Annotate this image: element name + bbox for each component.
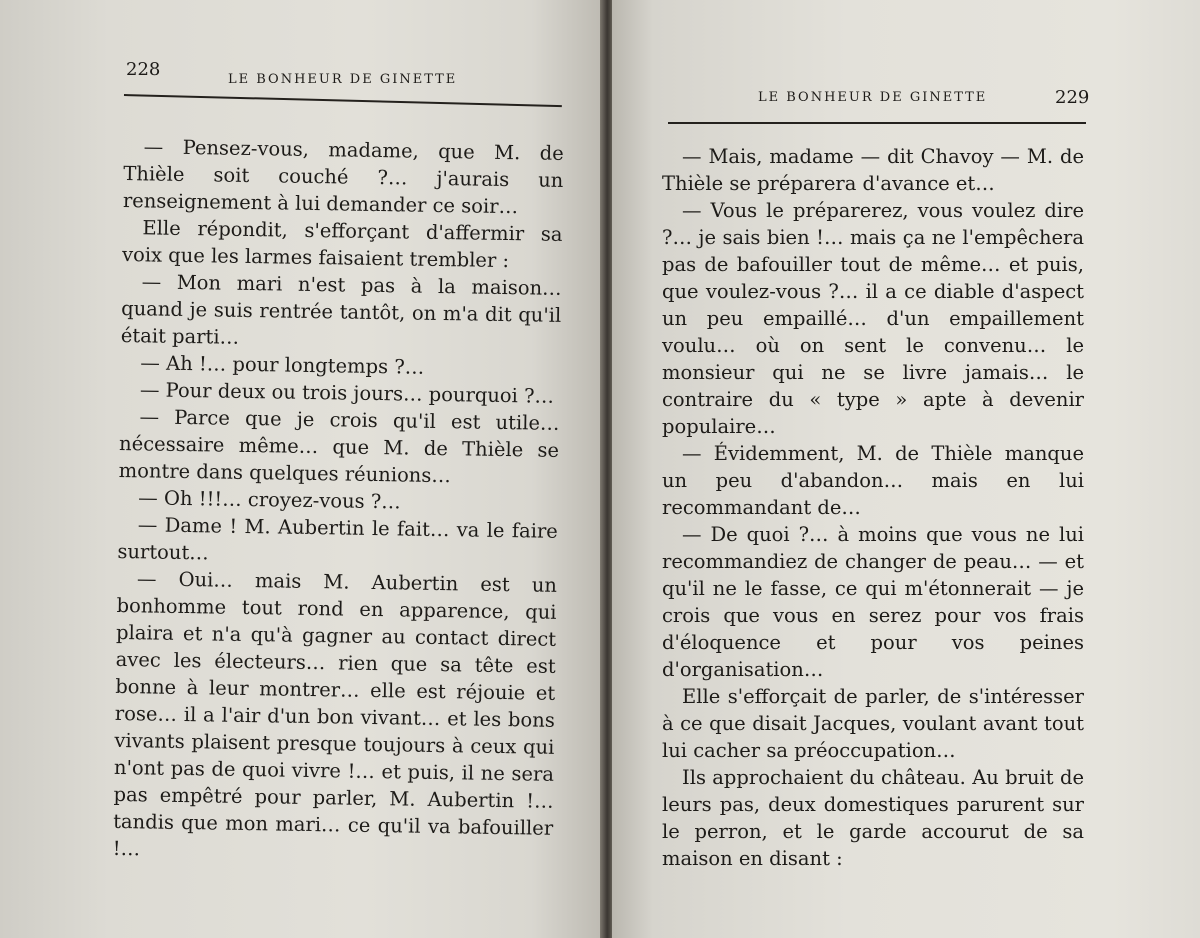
paragraph: — Pour deux ou trois jours… pourquoi ?… [139,378,555,408]
right-page [612,0,1200,938]
paragraph: — Mais, madame — dit Chavoy — M. de Thièle se préparera d'avance et… [662,145,1084,195]
right-page-number: 229 [1055,87,1090,108]
paragraph: — Vous le préparerez, vous voulez dire ?… je sais bien !… mais ça ne l'empêchera pas de bafouiller tout de même… et puis, que voulez-vous ?… il a ce diable d'aspect un peu empaillé… d'un empaillement voulu… où on sent le convenu… le monsieur qui ne se livre jamais… le contraire du « type » apte à devenir populaire… [662,199,1084,438]
paragraph: — Dame ! M. Aubertin le fait… va le faire surtout… [117,513,558,565]
paragraph: Elle s'efforçait de parler, de s'intéresser à ce que disait Jacques, voulant avant tout lui cacher sa préoccupation… [662,685,1084,762]
paragraph: — Évidemment, M. de Thièle manque un peu d'abandon… mais en lui recommandant de… [662,442,1084,519]
paragraph: — De quoi ?… à moins que vous ne lui recommandiez de changer de peau… — et qu'il ne le fasse, ce qui m'étonnerait — je crois que vous en serez pour vos frais d'éloquence et pour vos peines d'organisation… [662,523,1084,681]
right-header-rule [668,122,1086,124]
paragraph: — Pensez-vous, madame, que M. de Thièle soit couché ?… j'aurais un renseignement à lui demander ce soir… [122,135,564,219]
paragraph: — Ah !… pour longtemps ?… [140,351,425,379]
right-page-text [662,143,1084,872]
paragraph: Ils approchaient du château. Au bruit de leurs pas, deux domestiques parurent sur le perron, et le garde accourut de sa maison en disant : [662,766,1084,870]
paragraph: — Oh !!!… croyez-vous ?… [138,486,401,514]
left-page-text [113,133,564,869]
left-running-title: LE BONHEUR DE GINETTE [228,72,458,87]
right-running-title: LE BONHEUR DE GINETTE [758,90,988,105]
left-page-number: 228 [126,59,161,80]
left-header-rule [124,94,562,107]
paragraph: Elle répondit, s'efforçant d'affermir sa voix que les larmes faisaient trembler : [121,216,563,273]
paragraph: — Mon mari n'est pas à la maison… quand je suis rentrée tantôt, on m'a dit qu'il était parti… [120,270,562,349]
paragraph: — Oui… mais M. Aubertin est un bonhomme tout rond en apparence, qui plaira et n'a qu'à gagner au contact direct avec les électeurs… rien que sa tête est bonne à leur montrer… elle est réjouie et rose… il a l'air d'un bon vivant… et les bons vivants plaisent presque toujours à ceux qui n'ont pas de quoi vivre !… et puis, il ne sera pas empêtré pour parler, M. Aubertin !… tandis que mon mari… ce qu'il va bafouiller !… [112,567,558,861]
paragraph: — Parce que je crois qu'il est utile… nécessaire même… que M. de Thièle se montre dans quelques réunions… [118,405,560,488]
